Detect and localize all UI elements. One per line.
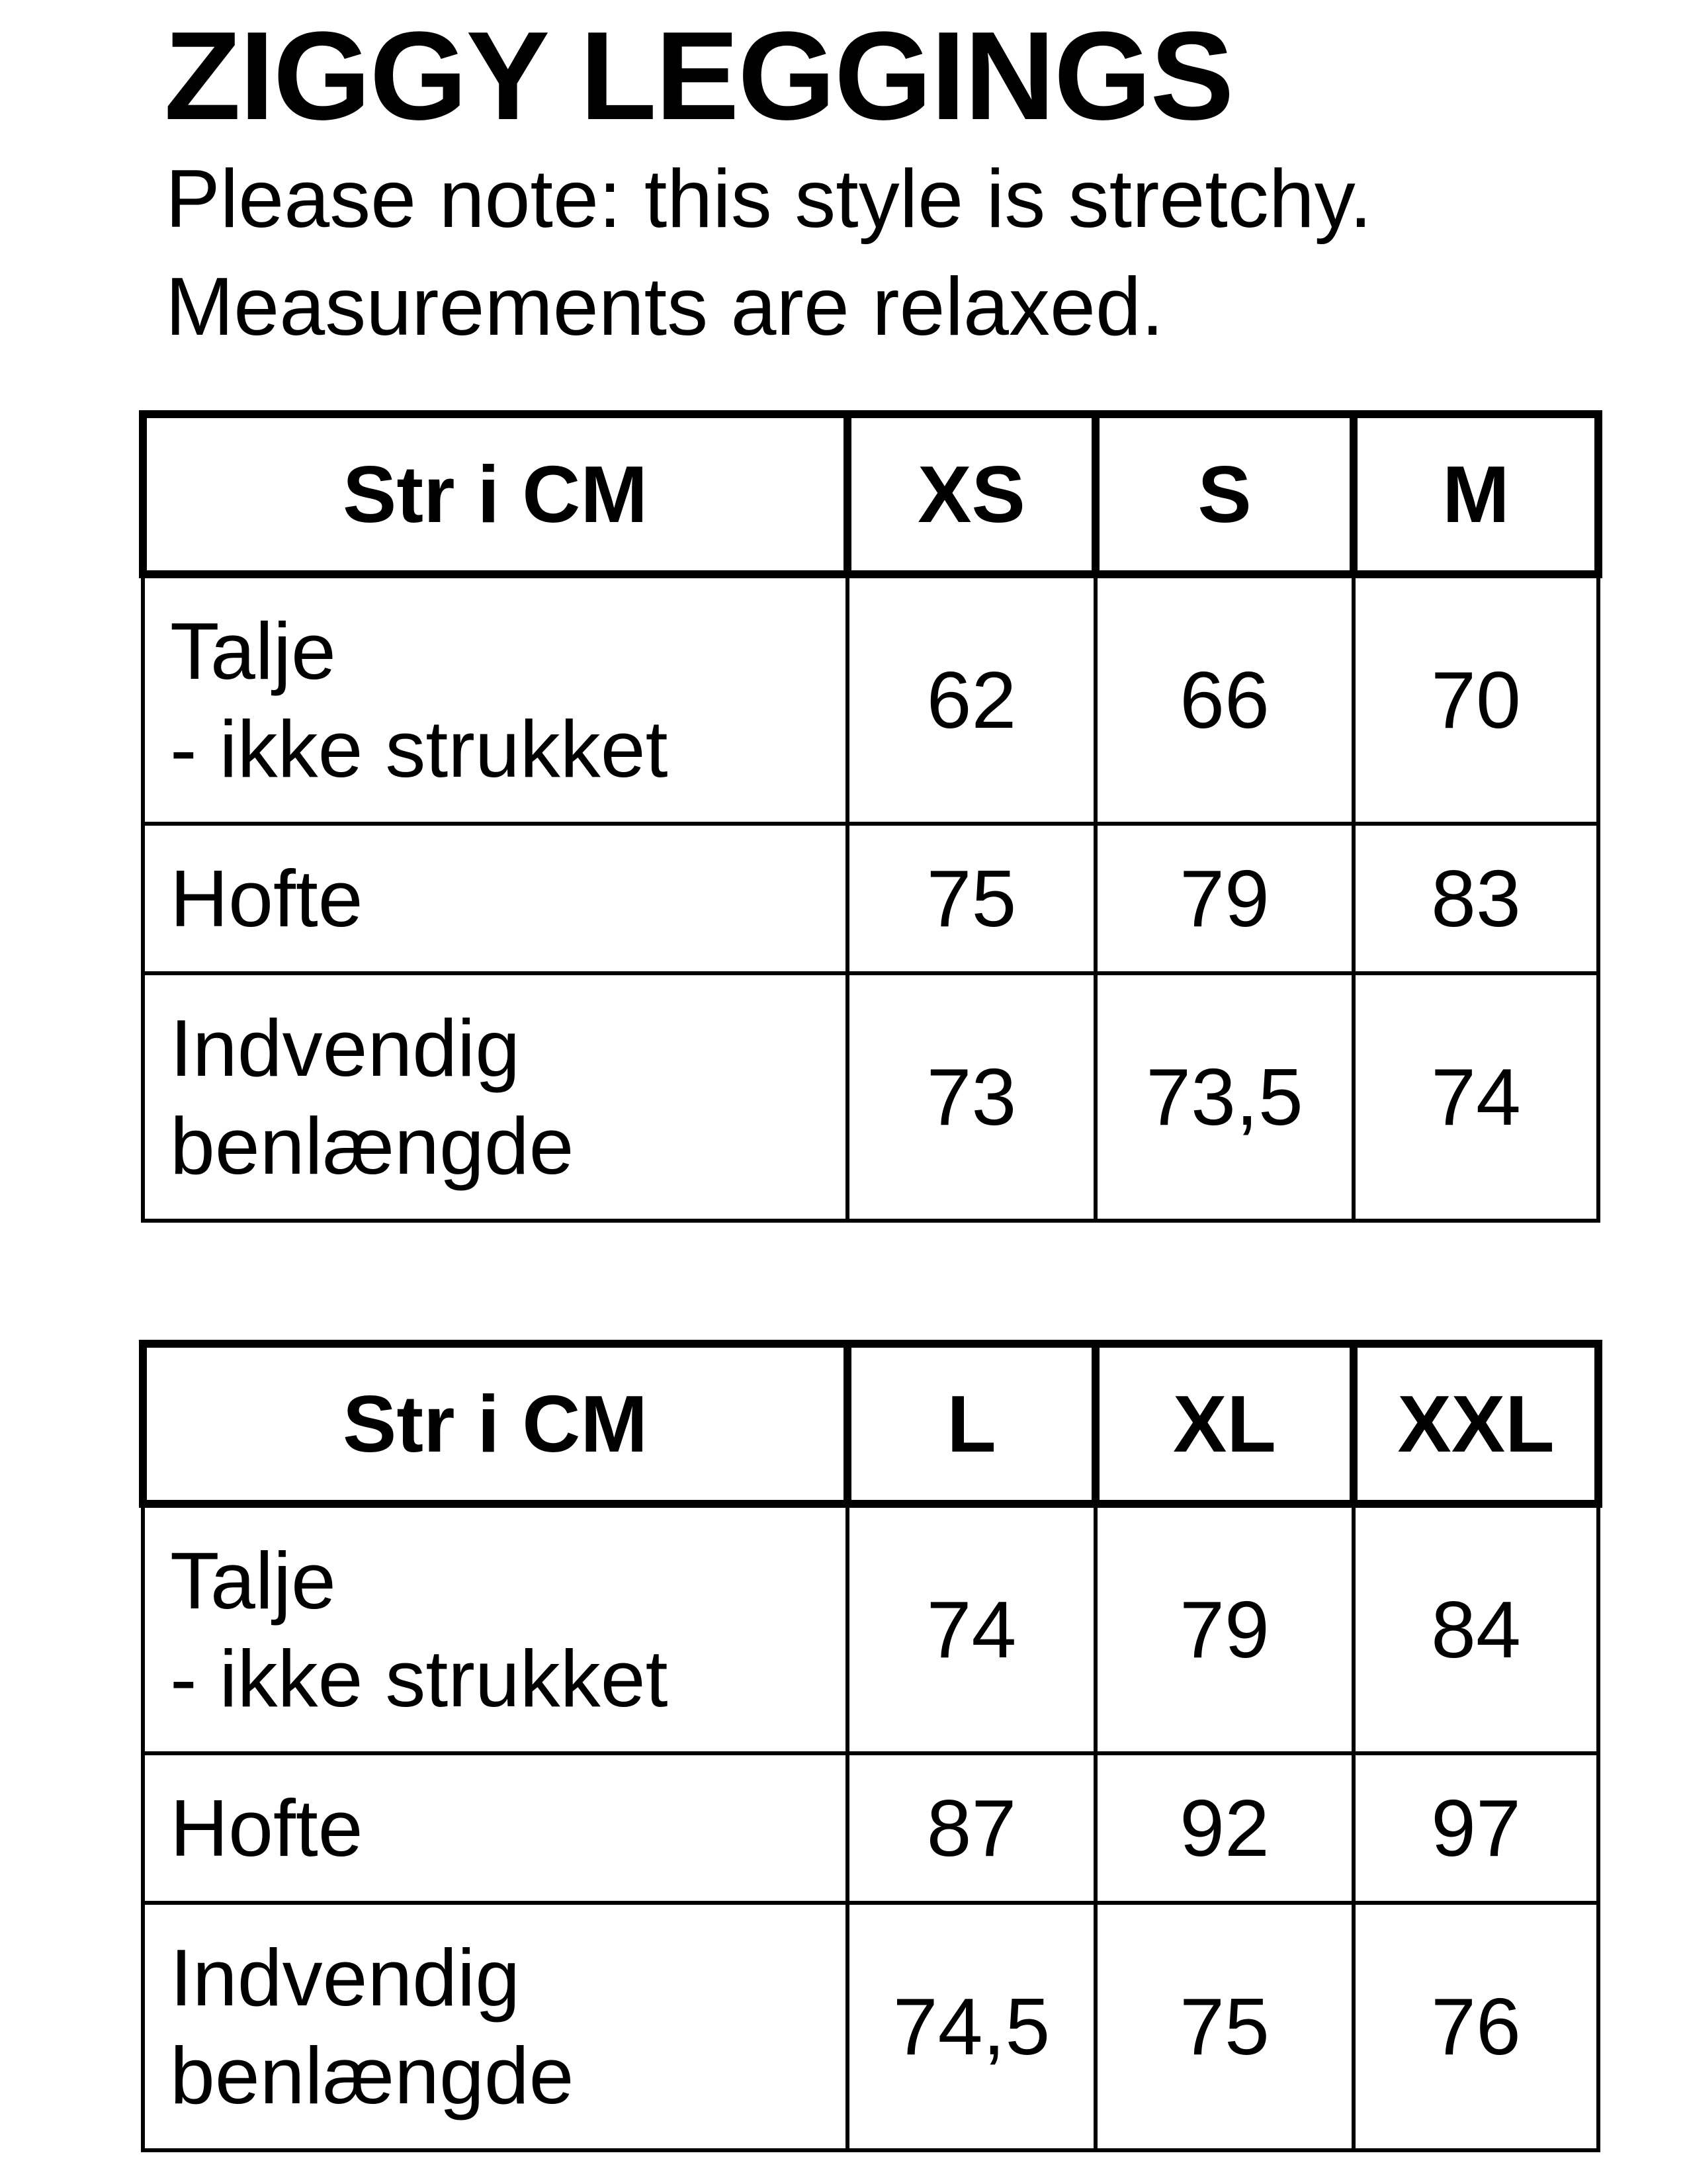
- row-label-waist: [143, 1504, 847, 1753]
- header-size-l: L: [847, 1344, 1096, 1504]
- row-label-inseam: [143, 1903, 847, 2150]
- value-cell: 74: [847, 1504, 1096, 1753]
- table-row-hip: [143, 1753, 1598, 1903]
- value-cell: 73: [847, 973, 1096, 1221]
- row-label-line: Talje: [170, 1536, 336, 1626]
- value-cell: 92: [1096, 1753, 1354, 1903]
- row-label-line: benlængde: [170, 2031, 574, 2120]
- value-cell: 74: [1354, 973, 1598, 1221]
- value-cell: 84: [1354, 1504, 1598, 1753]
- value-cell: 79: [1096, 1504, 1354, 1753]
- row-label-hip: [143, 824, 847, 973]
- row-label-line: Indvendig: [170, 1933, 521, 2023]
- header-size-xxl: XXL: [1354, 1344, 1598, 1504]
- value-cell: 97: [1354, 1753, 1598, 1903]
- row-label-waist: [143, 574, 847, 824]
- header-size-xl: XL: [1096, 1344, 1354, 1504]
- row-label-line: Talje: [170, 606, 336, 696]
- note-line: Measurements are relaxed.: [165, 261, 1164, 353]
- row-label-hip: [143, 1753, 847, 1903]
- stretch-note: [165, 146, 1372, 361]
- size-table-l-xl-xxl: [139, 1340, 1602, 2152]
- row-label-line: - ikke strukket: [170, 704, 668, 794]
- row-label-inseam: [143, 973, 847, 1221]
- value-cell: 73,5: [1096, 973, 1354, 1221]
- value-cell: 79: [1096, 824, 1354, 973]
- table-row-inseam: [143, 973, 1598, 1221]
- table-header-row: [143, 1344, 1598, 1504]
- table-row-waist: [143, 574, 1598, 824]
- header-unit-label: Str i CM: [143, 414, 847, 574]
- value-cell: 76: [1354, 1903, 1598, 2150]
- row-label-line: - ikke strukket: [170, 1634, 668, 1724]
- size-table-xs-s-m: [139, 410, 1602, 1223]
- header-size-s: S: [1096, 414, 1354, 574]
- header-unit-label: Str i CM: [143, 1344, 847, 1504]
- value-cell: 66: [1096, 574, 1354, 824]
- value-cell: 75: [1096, 1903, 1354, 2150]
- page-title: ZIGGY LEGGINGS: [164, 6, 1233, 146]
- value-cell: 70: [1354, 574, 1598, 824]
- table-row-hip: [143, 824, 1598, 973]
- table-row-waist: [143, 1504, 1598, 1753]
- value-cell: 87: [847, 1753, 1096, 1903]
- header-size-m: M: [1354, 414, 1598, 574]
- header-size-xs: XS: [847, 414, 1096, 574]
- value-cell: 62: [847, 574, 1096, 824]
- value-cell: 74,5: [847, 1903, 1096, 2150]
- row-label-line: Hofte: [170, 1783, 363, 1873]
- table-row-inseam: [143, 1903, 1598, 2150]
- row-label-line: benlængde: [170, 1101, 574, 1191]
- value-cell: 75: [847, 824, 1096, 973]
- table-header-row: [143, 414, 1598, 574]
- note-line: Please note: this style is stretchy.: [165, 153, 1373, 245]
- row-label-line: Indvendig: [170, 1003, 521, 1093]
- row-label-line: Hofte: [170, 853, 363, 943]
- value-cell: 83: [1354, 824, 1598, 973]
